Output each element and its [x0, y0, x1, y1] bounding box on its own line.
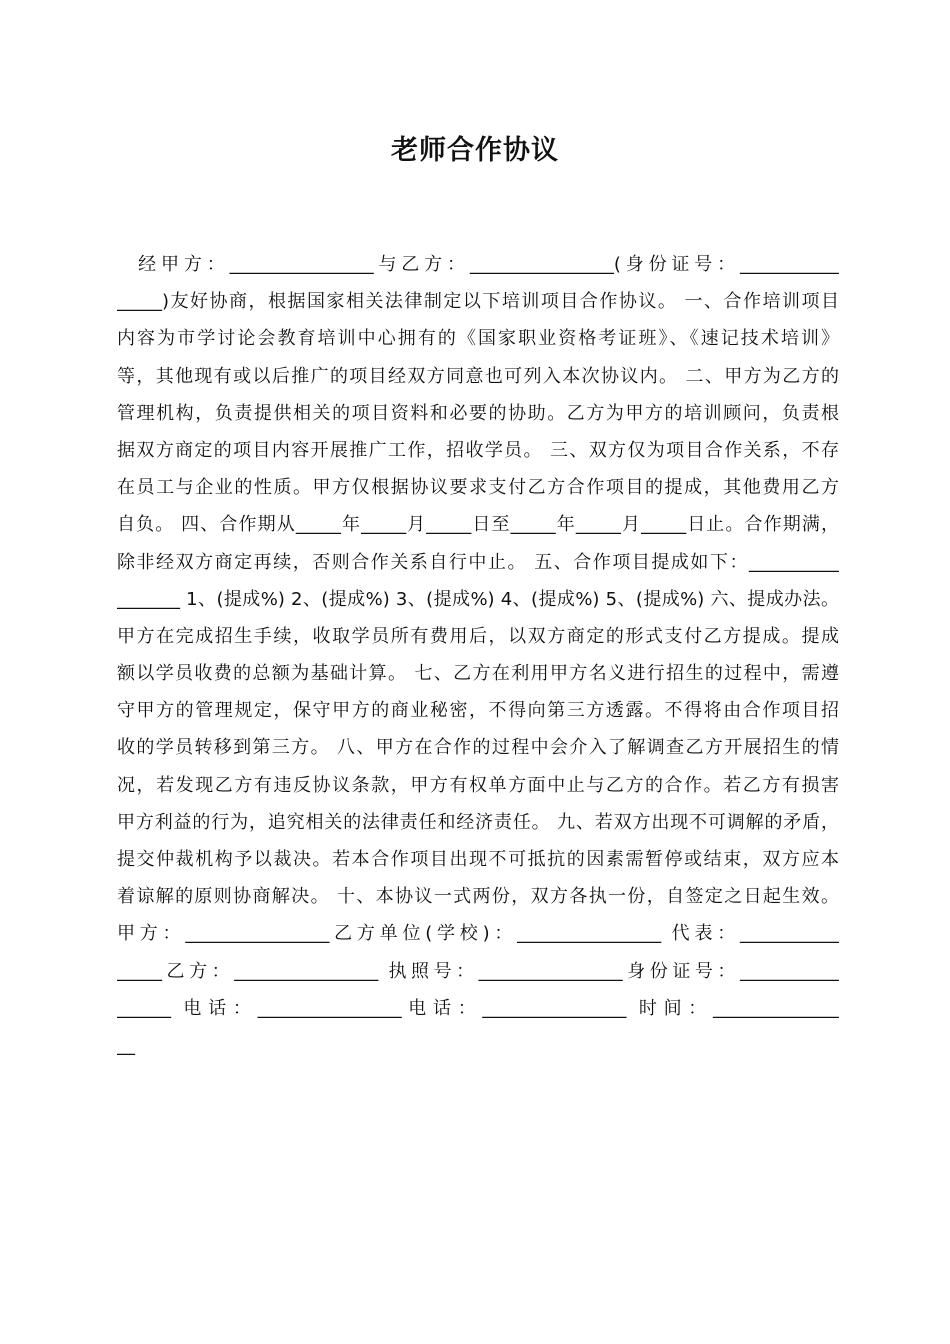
document-title: 老师合作协议 — [391, 135, 559, 166]
signature-line: _____乙方：________________ 执照号：________________身份证号：___________ — [117, 960, 839, 982]
body-line: 自负。 四、合作期从_____年_____月_____日至_____年_____月_____日止。合作期满， — [117, 514, 839, 536]
body-line: 除非经双方商定再续，否则合作关系自行中止。 五、合作项目提成如下：__________ — [117, 551, 839, 573]
signature-line: 甲方：________________乙方单位(学校)：________________ 代表：___________ — [117, 923, 839, 945]
body-line: 管理机构，负责提供相关的项目资料和必要的协助。乙方为甲方的培训顾问，负责根 — [117, 402, 839, 424]
body-line: 据双方商定的项目内容开展推广工作，招收学员。 三、双方仅为项目合作关系，不存 — [117, 439, 839, 461]
body-line: 内容为市学讨论会教育培训中心拥有的《国家职业资格考证班》、《速记技术培训》 — [117, 328, 839, 350]
body-line: 况，若发现乙方有违反协议条款，甲方有权单方面中止与乙方的合作。若乙方有损害 — [117, 774, 839, 796]
body-line: 守甲方的管理规定，保守甲方的商业秘密，不得向第三方透露。不得将由合作项目招 — [117, 700, 839, 722]
body-line: 经甲方：________________与乙方：________________(身份证号：___________ — [117, 254, 839, 275]
body-line: 收的学员转移到第三方。 八、甲方在合作的过程中会介入了解调查乙方开展招生的情 — [117, 737, 839, 759]
body-line: 甲方在完成招生手续，收取学员所有费用后，以双方商定的形式支付乙方提成。提成 — [117, 625, 839, 647]
body-line: _____)友好协商，根据国家相关法律制定以下培训项目合作协议。 一、合作培训项目 — [117, 291, 839, 313]
body-line: 在员工与企业的性质。甲方仅根据协议要求支付乙方合作项目的提成，其他费用乙方 — [117, 477, 839, 499]
agreement-body — [117, 246, 839, 1064]
body-line: 额以学员收费的总额为基础计算。 七、乙方在利用甲方名义进行招生的过程中，需遵 — [117, 663, 839, 685]
body-line: 甲方利益的行为，追究相关的法律责任和经济责任。 九、若双方出现不可调解的矛盾， — [117, 811, 839, 833]
body-line: 提交仲裁机构予以裁决。若本合作项目出现不可抵抗的因素需暂停或结束，双方应本 — [117, 849, 839, 870]
body-line: 着谅解的原则协商解决。 十、本协议一式两份，双方各执一份，自签定之日起生效。 — [117, 886, 839, 908]
signature-line: __ — [117, 1034, 135, 1056]
body-line: 等，其他现有或以后推广的项目经双方同意也可列入本次协议内。 二、甲方为乙方的 — [117, 365, 839, 387]
body-line: _______ 1、(提成%) 2、(提成%) 3、(提成%) 4、(提成%) 5、(提成%) 六、提成办法。 — [117, 588, 839, 610]
signature-line: ______ 电话：________________电话：________________ 时间：______________ — [117, 997, 839, 1019]
